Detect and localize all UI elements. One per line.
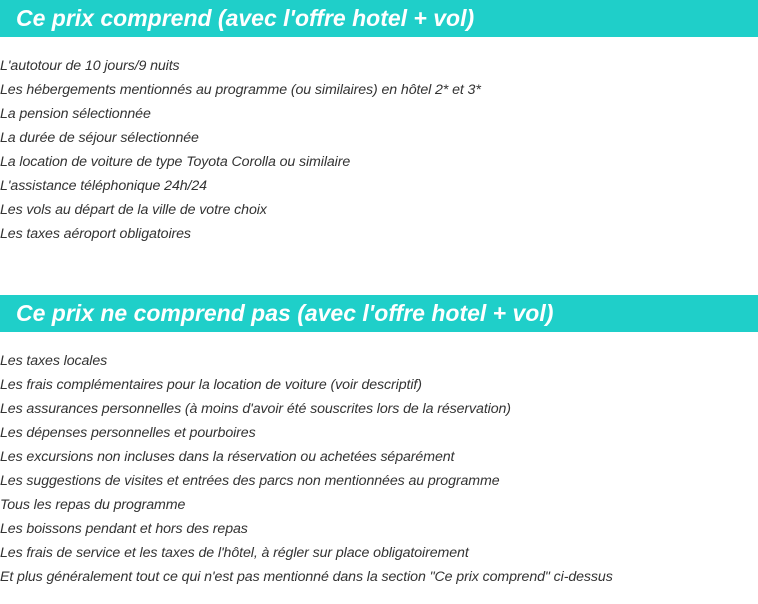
excluded-item: Et plus généralement tout ce qui n'est pas mentionné dans la section "Ce prix comprend" ci-dessus <box>0 569 613 585</box>
excluded-list <box>0 349 758 589</box>
included-item: Les vols au départ de la ville de votre choix <box>0 202 267 218</box>
excluded-item: Tous les repas du programme <box>0 497 186 513</box>
included-item: La durée de séjour sélectionnée <box>0 130 199 146</box>
included-title: Ce prix comprend (avec l'offre hotel + vol) <box>16 5 475 31</box>
excluded-header <box>0 295 758 332</box>
included-section <box>0 0 758 246</box>
excluded-item: Les boissons pendant et hors des repas <box>0 521 248 537</box>
excluded-item: Les dépenses personnelles et pourboires <box>0 425 256 441</box>
included-item: Les taxes aéroport obligatoires <box>0 226 191 242</box>
excluded-title: Ce prix ne comprend pas (avec l'offre hotel + vol) <box>16 300 554 326</box>
excluded-item: Les frais de service et les taxes de l'hôtel, à régler sur place obligatoirement <box>0 545 469 561</box>
included-item: Les hébergements mentionnés au programme (ou similaires) en hôtel 2* et 3* <box>0 82 481 98</box>
included-item: L'assistance téléphonique 24h/24 <box>0 178 207 194</box>
included-item: La location de voiture de type Toyota Corolla ou similaire <box>0 154 351 170</box>
excluded-item: Les excursions non incluses dans la réservation ou achetées séparément <box>0 449 455 465</box>
excluded-item: Les assurances personnelles (à moins d'avoir été souscrites lors de la réservation) <box>0 401 511 417</box>
included-item: La pension sélectionnée <box>0 106 151 122</box>
excluded-item: Les suggestions de visites et entrées des parcs non mentionnées au programme <box>0 473 500 489</box>
included-item: L'autotour de 10 jours/9 nuits <box>0 58 180 74</box>
excluded-item: Les frais complémentaires pour la location de voiture (voir descriptif) <box>0 377 422 393</box>
included-header <box>0 0 758 37</box>
excluded-section <box>0 295 758 589</box>
included-list <box>0 54 758 246</box>
excluded-item: Les taxes locales <box>0 353 108 369</box>
